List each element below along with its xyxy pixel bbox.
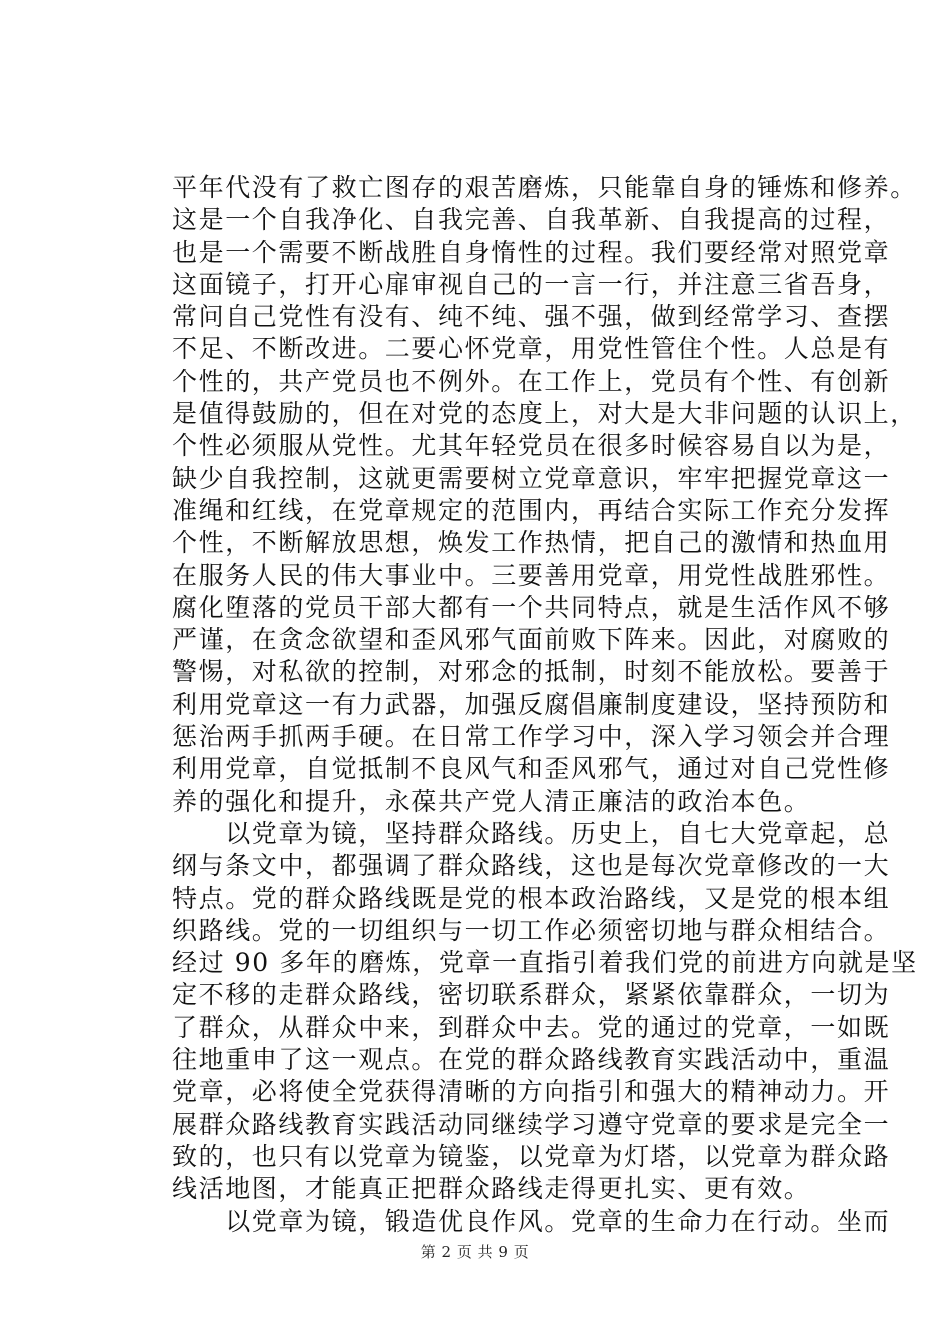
text-line: 了群众，从群众中来，到群众中去。党的通过的党章，一如既 (172, 1012, 891, 1042)
text-line: 个性必须服从党性。尤其年轻党员在很多时候容易自以为是， (172, 431, 891, 461)
text-line: 线活地图，才能真正把群众路线走得更扎实、更有效。 (172, 1174, 811, 1204)
text-line: 是值得鼓励的，但在对党的态度上，对大是大非问题的认识上， (172, 399, 917, 429)
text-line: 定不移的走群众路线，密切联系群众，紧紧依靠群众，一切为 (172, 980, 891, 1010)
text-line: 往地重申了这一观点。在党的群众路线教育实践活动中，重温 (172, 1045, 891, 1075)
text-line: 这是一个自我净化、自我完善、自我革新、自我提高的过程， (172, 205, 891, 235)
text-line: 严谨，在贪念欲望和歪风邪气面前败下阵来。因此，对腐败的 (172, 625, 891, 655)
text-line: 经过 90 多年的磨炼，党章一直指引着我们党的前进方向就是坚 (172, 948, 918, 978)
text-line: 个性的，共产党员也不例外。在工作上，党员有个性、有创新 (172, 366, 891, 396)
text-line: 缺少自我控制，这就更需要树立党章意识，牢牢把握党章这一 (172, 463, 891, 493)
text-line: 警惕，对私欲的控制，对邪念的抵制，时刻不能放松。要善于 (172, 657, 891, 687)
text-line: 织路线。党的一切组织与一切工作必须密切地与群众相结合。 (172, 915, 891, 945)
text-line: 不足、不断改进。二要心怀党章，用党性管住个性。人总是有 (172, 334, 891, 364)
text-line: 以党章为镜，锻造优良作风。党章的生命力在行动。坐而 (172, 1206, 891, 1236)
text-line: 养的强化和提升，永葆共产党人清正廉洁的政治本色。 (172, 786, 811, 816)
text-line: 纲与条文中，都强调了群众路线，这也是每次党章修改的一大 (172, 851, 891, 881)
body-text (172, 172, 918, 1238)
text-line: 在服务人民的伟大事业中。三要善用党章，用党性战胜邪性。 (172, 560, 891, 590)
text-line: 这面镜子，打开心扉审视自己的一言一行，并注意三省吾身， (172, 269, 891, 299)
text-line: 以党章为镜，坚持群众路线。历史上，自七大党章起，总 (172, 818, 891, 848)
text-line: 平年代没有了救亡图存的艰苦磨炼，只能靠自身的锤炼和修养。 (172, 173, 917, 202)
text-line: 致的，也只有以党章为镜鉴，以党章为灯塔，以党章为群众路 (172, 1141, 891, 1171)
text-line: 展群众路线教育实践活动同继续学习遵守党章的要求是完全一 (172, 1109, 891, 1139)
text-line: 惩治两手抓两手硬。在日常工作学习中，深入学习领会并合理 (172, 722, 891, 752)
text-line: 腐化堕落的党员干部大都有一个共同特点，就是生活作风不够 (172, 592, 891, 622)
page-footer: 第 2 页 共 9 页 (420, 1243, 530, 1261)
text-line: 也是一个需要不断战胜自身惰性的过程。我们要经常对照党章 (172, 237, 891, 267)
text-line: 特点。党的群众路线既是党的根本政治路线，又是党的根本组 (172, 883, 891, 913)
text-line: 党章，必将使全党获得清晰的方向指引和强大的精神动力。开 (172, 1077, 891, 1107)
text-line: 利用党章这一有力武器，加强反腐倡廉制度建设，坚持预防和 (172, 689, 891, 719)
text-line: 准绳和红线，在党章规定的范围内，再结合实际工作充分发挥 (172, 495, 891, 525)
text-line: 个性，不断解放思想，焕发工作热情，把自己的激情和热血用 (172, 528, 891, 558)
text-line: 常问自己党性有没有、纯不纯、强不强，做到经常学习、查摆 (172, 302, 891, 332)
text-line: 利用党章，自觉抵制不良风气和歪风邪气，通过对自己党性修 (172, 754, 891, 784)
